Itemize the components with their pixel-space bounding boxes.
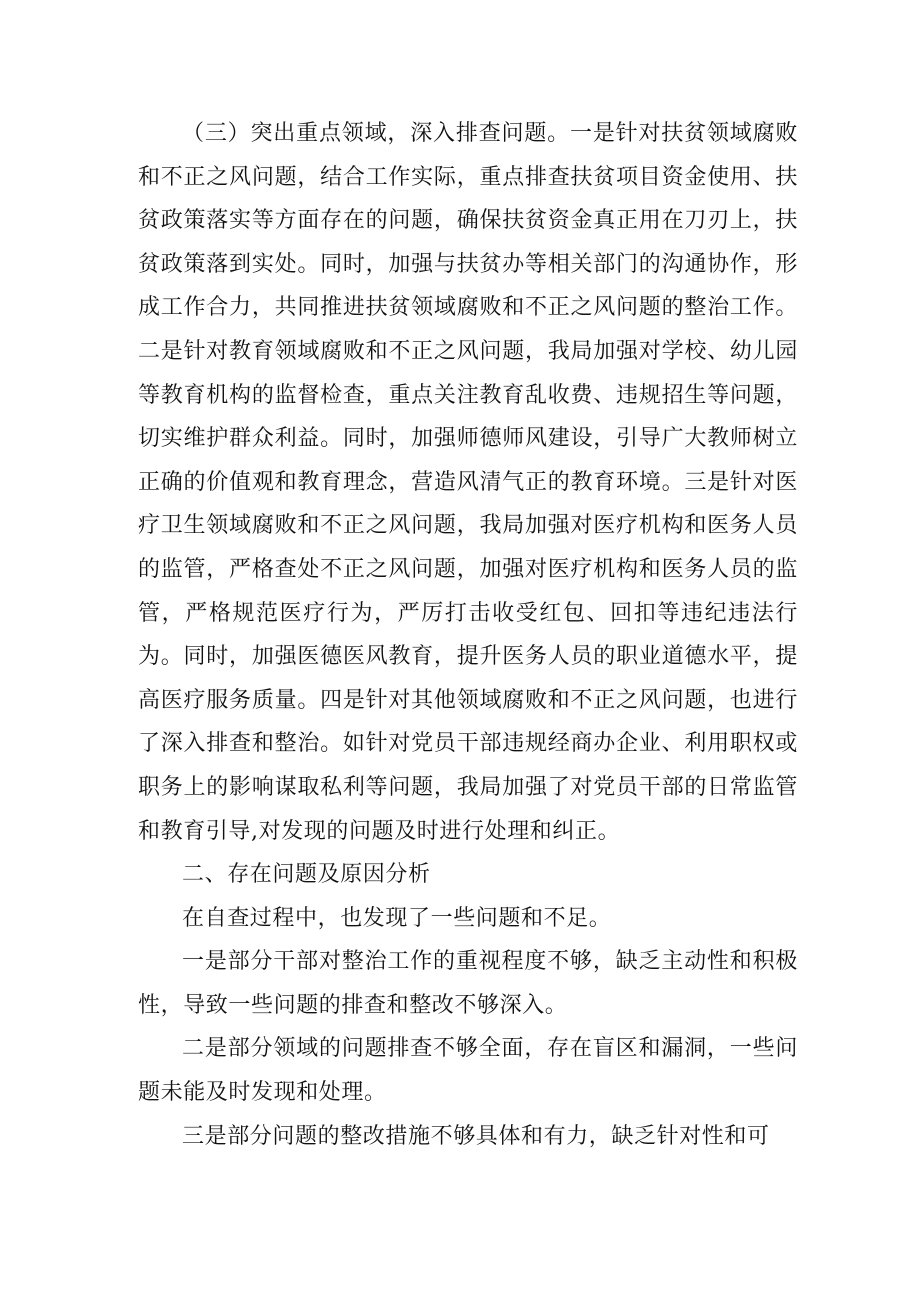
section-two-heading: 二、存在问题及原因分析 bbox=[182, 862, 431, 888]
problem-one-paragraph: 一是部分干部对整治工作的重视程度不够，缺乏主动性和积极性，导致一些问题的排查和整改不够深入。 bbox=[138, 949, 798, 1018]
intro-paragraph: 在自查过程中，也发现了一些问题和不足。 bbox=[182, 905, 612, 931]
document-body bbox=[138, 112, 798, 1158]
section-three-paragraph: （三）突出重点领域，深入排查问题。一是针对扶贫领域腐败和不正之风问题，结合工作实际，重点排查扶贫项目资金使用、扶贫政策落实等方面存在的问题，确保扶贫资金真正用在刀刃上，扶贫政策落到实处。同时，加强与扶贫办等相关部门的沟通协作，形成工作合力，共同推进扶贫领域腐败和不正之风问题的整治工作。二是针对教育领域腐败和不正之风问题，我局加强对学校、幼儿园等教育机构的监督检查，重点关注教育乱收费、违规招生等问题，切实维护群众利益。同时，加强师德师风建设，引导广大教师树立正确的价值观和教育理念，营造风清气正的教育环境。三是针对医疗卫生领域腐败和不正之风问题，我局加强对医疗机构和医务人员的监管，严格查处不正之风问题，加强对医疗机构和医务人员的监管，严格规范医疗行为，严厉打击收受红包、回扣等违纪违法行为。同时，加强医德医风教育，提升医务人员的职业道德水平，提高医疗服务质量。四是针对其他领域腐败和不正之风问题，也进行了深入排查和整治。如针对党员干部违规经商办企业、利用职权或职务上的影响谋取私利等问题，我局加强了对党员干部的日常监管和教育引导,对发现的问题及时进行处理和纠正。 bbox=[138, 121, 798, 844]
problem-two-paragraph: 二是部分领域的问题排查不够全面，存在盲区和漏洞，一些问题未能及时发现和处理。 bbox=[138, 1036, 798, 1106]
problem-three-paragraph: 三是部分问题的整改措施不够具体和有力，缺乏针对性和可 bbox=[182, 1123, 770, 1149]
